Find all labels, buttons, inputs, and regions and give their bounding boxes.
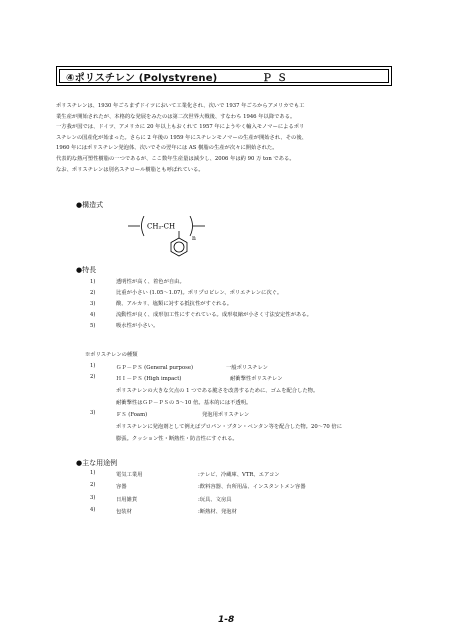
benzene-ring-icon (171, 238, 187, 256)
structure-heading: ●構造式 (76, 201, 104, 209)
list-item: 3) 日用雑貨 :玩具、文房具 (90, 494, 232, 503)
type-2-detail: ポリスチレンの大きな欠点の 1 つである脆さを改善するために、ゴムを配合した物。 (116, 388, 319, 394)
page-number: 1-8 (218, 615, 235, 625)
type-1-name: ＧＰ－ＰＳ (General purpose) (116, 365, 194, 371)
structure-chain-text: CH₂-CH (147, 222, 176, 231)
list-item: 4) 包装材 :断熱材、発泡材 (90, 507, 237, 516)
structural-formula-diagram (128, 216, 228, 264)
title-abbreviation: ＰＳ (262, 73, 292, 84)
page-title: ④ポリスチレン (Polystyrene) (66, 73, 218, 84)
list-item: 3) 酸、アルカリ、塩類に対する抵抗性がすぐれる。 (90, 301, 233, 308)
intro-paragraph (56, 101, 401, 175)
type-3-description: 発泡用ポリスチレン (202, 412, 250, 418)
type-3-number: 3) (90, 410, 96, 416)
intro-line: 一方我が国では、ドイツ、アメリカに 20 年以上もおくれて 1957 年にようやく輸入モノマーによるポリ (56, 124, 305, 131)
list-item: 4) 流動性が良く、成形加工性にすぐれている。成形収縮が小さく寸法安定性がある。 (90, 312, 312, 319)
type-3-name: ＦＳ (Foam) (116, 412, 148, 418)
type-3-detail: 膨張。クッション性・断熱性・防音性にすぐれる。 (116, 436, 238, 442)
uses-heading: ●主な用途例 (76, 459, 118, 467)
type-1-description: 一般ポリスチレン (226, 365, 268, 371)
list-item: 2) 容器 :飲料容器、台所用品、インスタントメン容器 (90, 482, 306, 491)
type-3-detail: ポリスチレンに発泡剤として例えばプロパン・ブタン・ペンタン等を配合した物。20～70 倍に (116, 424, 343, 430)
features-heading: ●特長 (76, 266, 97, 274)
list-item: 1) 電気工業用 :テレビ、冷蔵庫、VTR、エアコン (90, 470, 280, 478)
intro-line: スチレンの国産化が始まった。さらに 2 年後の 1959 年にスチレンモノマーの生産が開始され、その後、 (56, 134, 307, 141)
intro-line: ポリスチレンは、1930 年ごろまずドイツにおいて工業化され、次いで 1937 年ごろからアメリカでも工 (56, 103, 305, 109)
structure-subscript: n (192, 235, 196, 242)
intro-line: 代表的な熱可塑性樹脂の一つであるが、ここ数年生産量は減少し、2006 年は約 90 万 ton である。 (56, 155, 295, 162)
type-2-description: 耐衝撃性ポリスチレン (230, 376, 283, 382)
list-item: 5) 吸水性が小さい。 (90, 323, 159, 330)
list-item: 1) 透明性が高く、着色が自由。 (90, 279, 185, 285)
intro-line: 1960 年にはポリスチレン発泡体、次いでその翌年には AS 樹脂の生産が次々に開始された。 (56, 145, 278, 152)
intro-line: なお、ポリスチレンは別名スチロール樹脂とも呼ばれている。 (56, 166, 204, 173)
type-2-detail: 耐衝撃性はＧＰ－ＰＳの 5～10 倍。基本的には不透明。 (116, 400, 252, 406)
list-item: 2) 比重が小さい (1.05～1.07)。ポリプロピレン、ポリエチレンに次ぐ。 (90, 290, 283, 297)
type-2-name: ＨＩ－ＰＳ (High impact) (116, 376, 182, 382)
features-list (90, 277, 410, 332)
type-2-number: 2) (90, 374, 96, 380)
uses-list (90, 470, 410, 520)
types-heading: ※ポリスチレンの種類 (85, 352, 138, 358)
intro-line: 業生産が開始されたが、本格的な発展をみたのは第二次世界大戦後、すなわち 1946 年以降である。 (56, 113, 296, 120)
type-1-number: 1) (90, 363, 96, 369)
